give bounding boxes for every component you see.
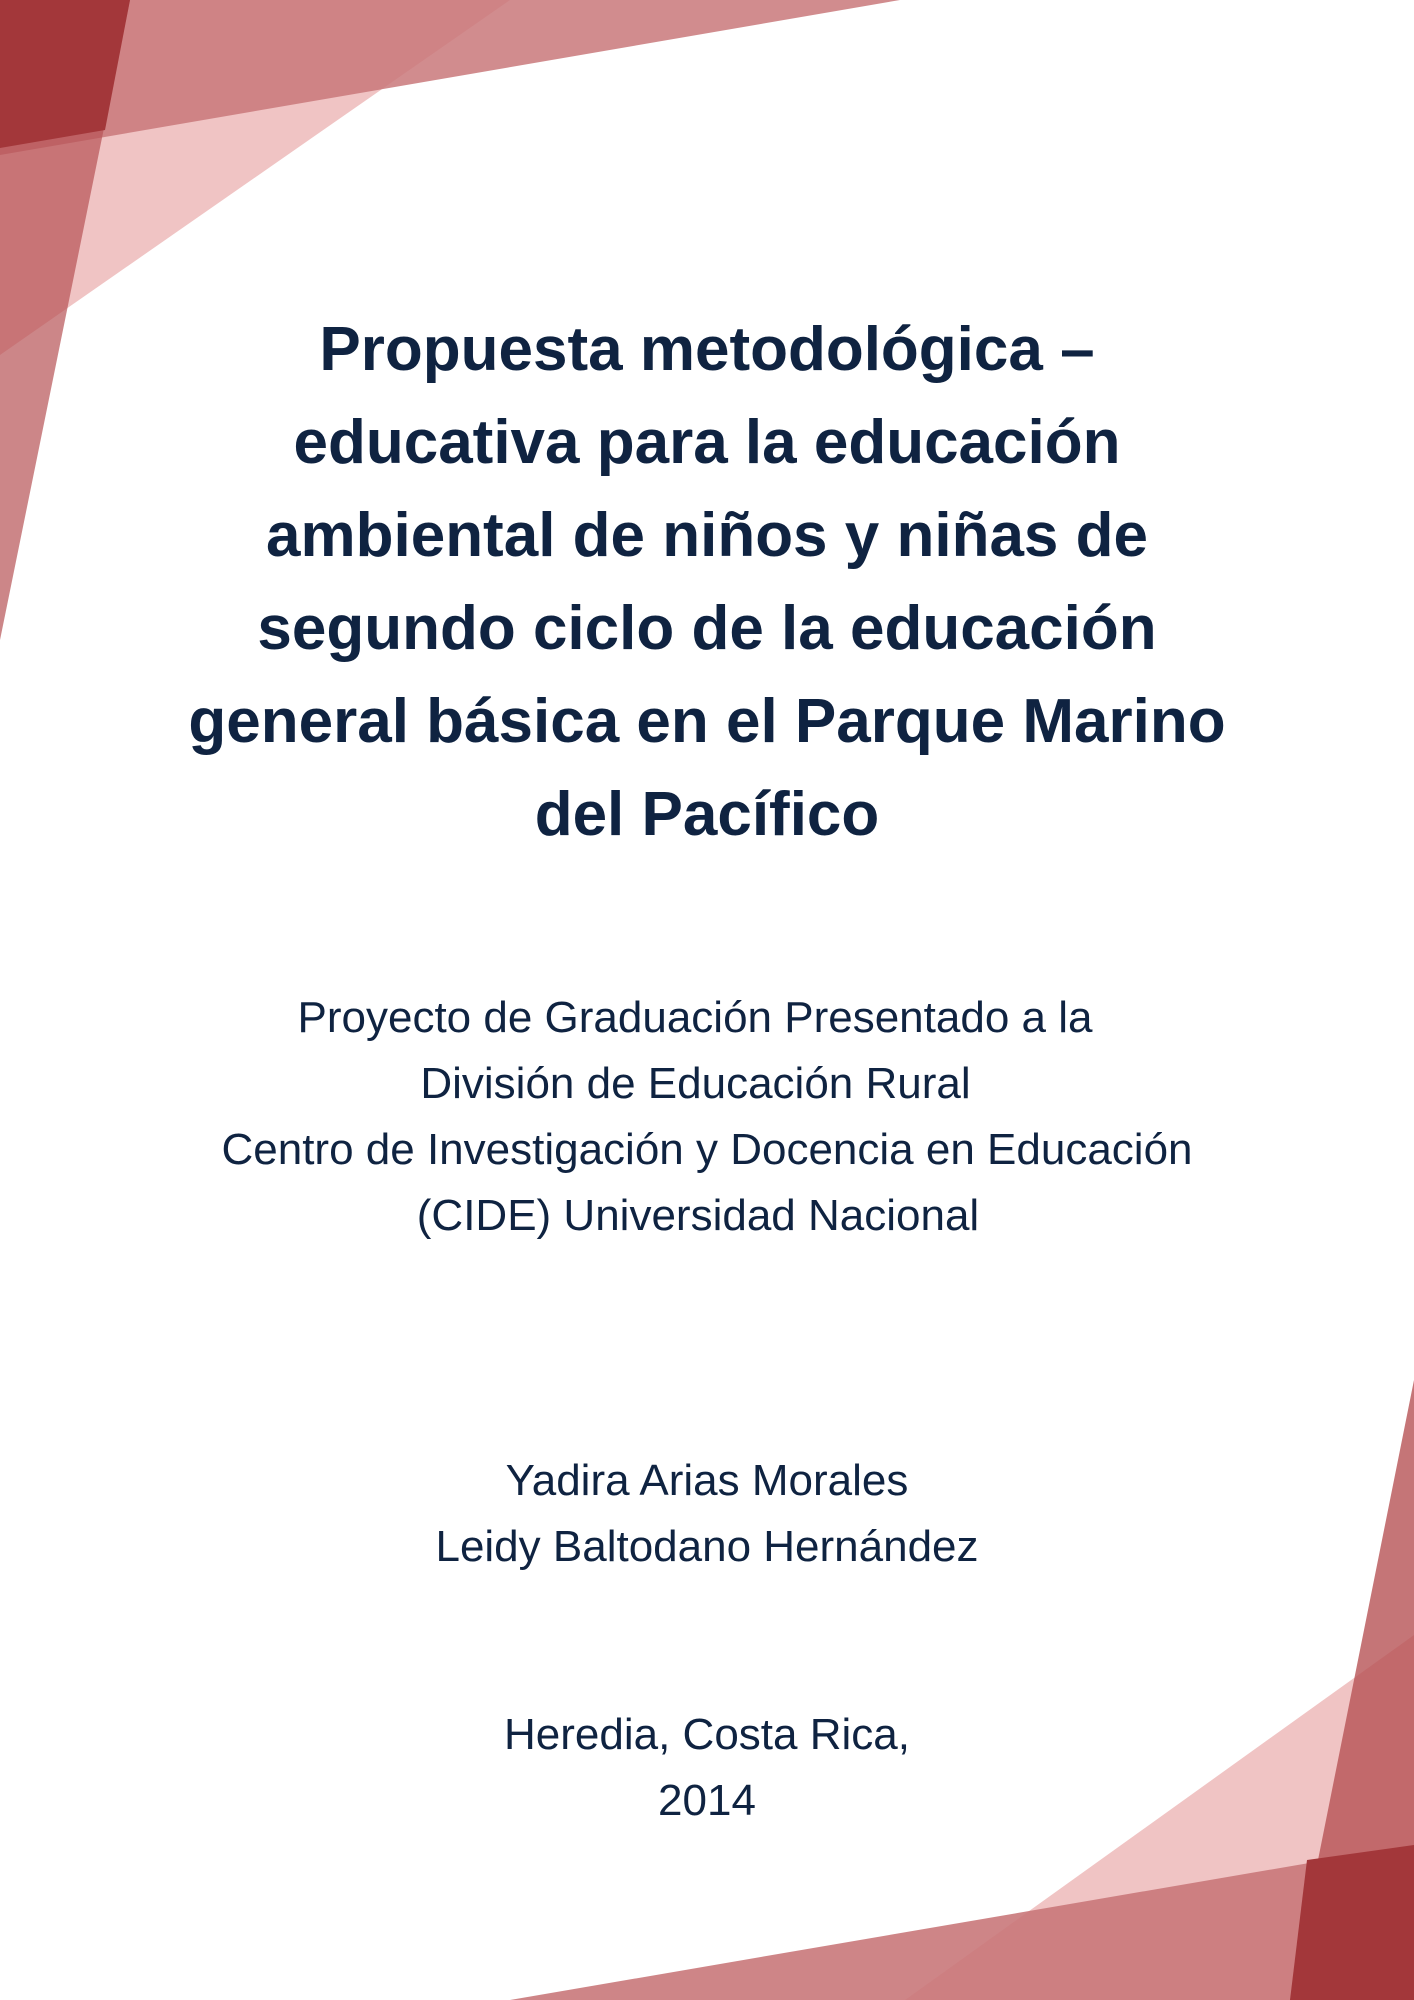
author-name: Leidy Baltodano Hernández [435, 1522, 979, 1571]
subtitle-line: Proyecto de Graduación Presentado a la [297, 993, 1093, 1042]
subtitle-line: División de Educación Rural [420, 1059, 971, 1108]
title-line: general básica en el Parque Marino [188, 687, 1226, 756]
title-line: Propuesta metodológica – [319, 315, 1095, 384]
title-line: segundo ciclo de la educación [257, 594, 1157, 663]
document-title [100, 303, 1314, 861]
author-name: Yadira Arias Morales [505, 1456, 909, 1505]
title-line: educativa para la educación [293, 408, 1121, 477]
year: 2014 [658, 1776, 756, 1825]
graduation-project-subtitle [100, 985, 1314, 1249]
subtitle-line: Centro de Investigación y Docencia en Educación [221, 1125, 1193, 1174]
subtitle-line: (CIDE) Universidad Nacional [416, 1191, 980, 1240]
place-and-date [100, 1702, 1314, 1834]
authors-block [100, 1448, 1314, 1580]
title-line: del Pacífico [534, 780, 880, 849]
title-line: ambiental de niños y niñas de [266, 501, 1148, 570]
place: Heredia, Costa Rica, [504, 1710, 910, 1759]
